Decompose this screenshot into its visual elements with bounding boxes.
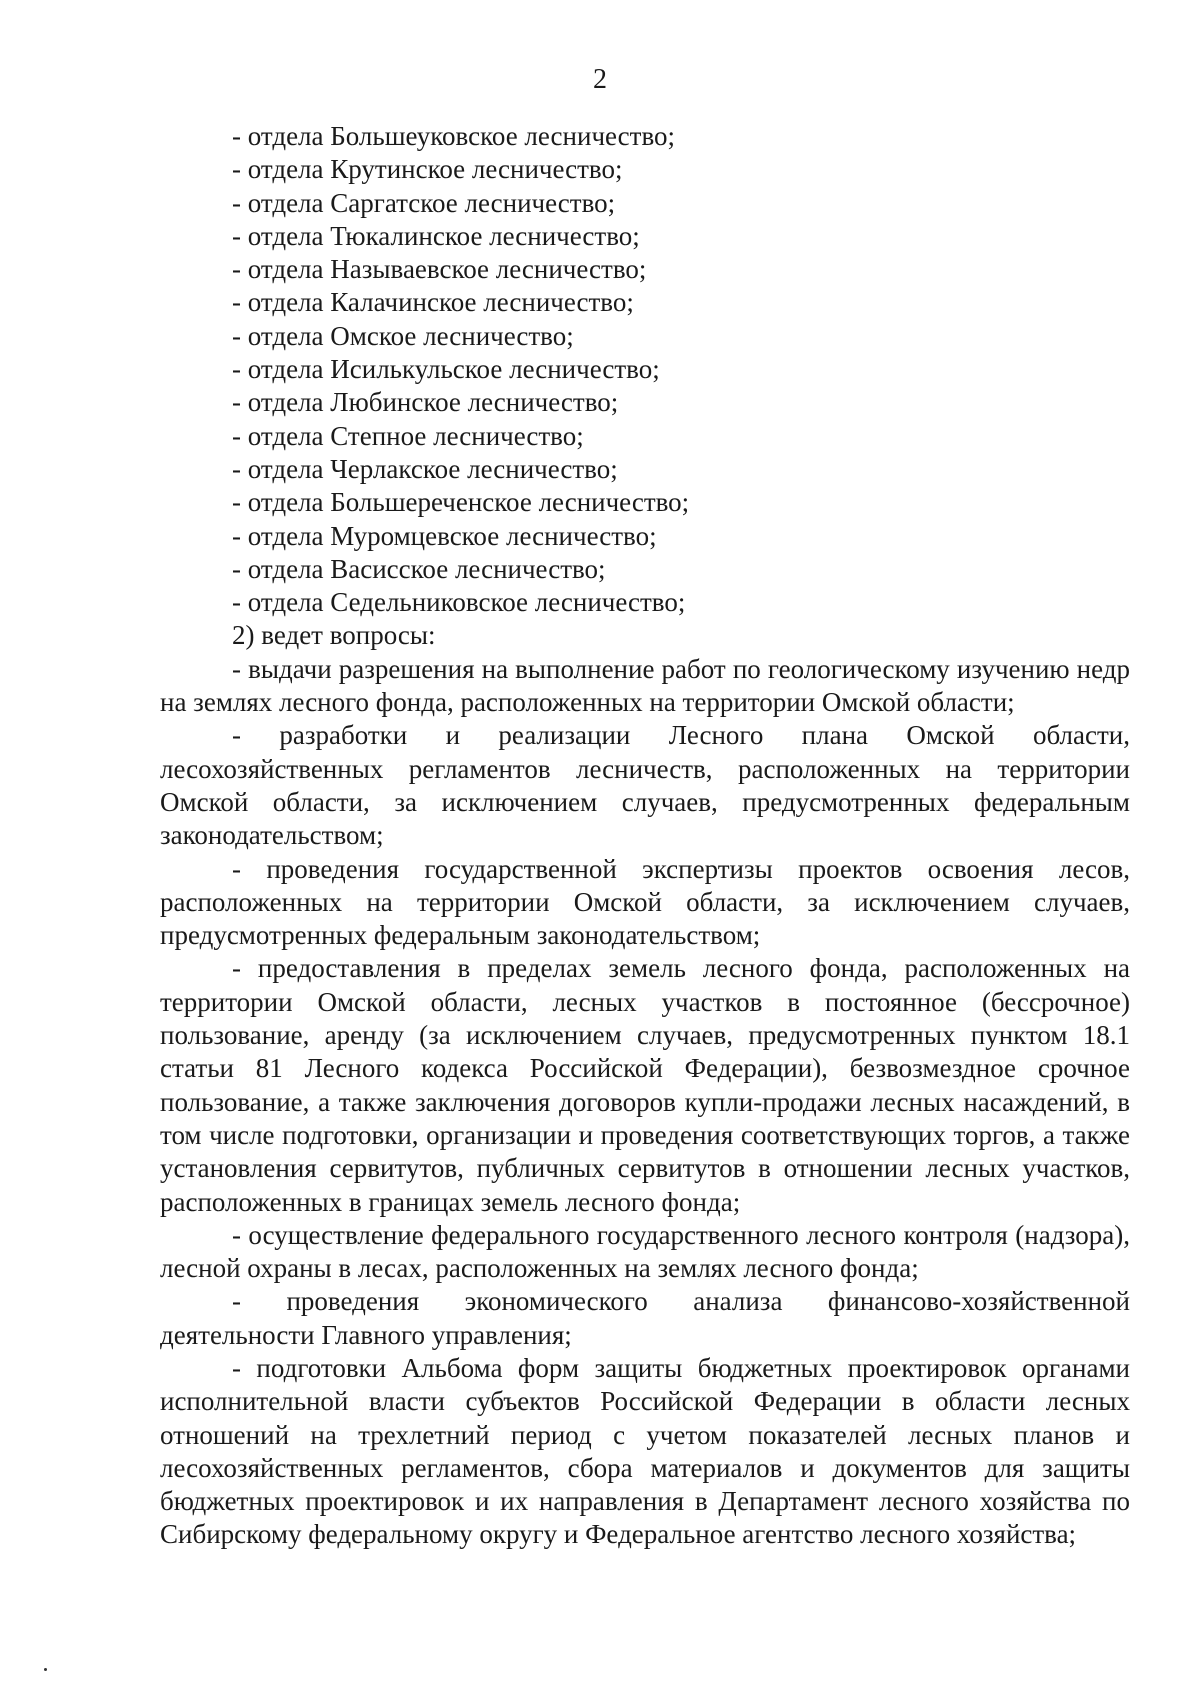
list-item: - отдела Черлакское лесничество;: [232, 453, 618, 484]
list-item: - отдела Степное лесничество;: [232, 420, 584, 451]
list-item: - отдела Омское лесничество;: [232, 320, 574, 351]
scan-speck: [44, 1668, 47, 1671]
list-item: - отдела Муромцевское лесничество;: [232, 520, 657, 551]
list-item: - отдела Калачинское лесничество;: [232, 287, 634, 318]
list-item: - отдела Большеуковское лесничество;: [232, 121, 676, 151]
paragraph: - выдачи разрешения на выполнение работ по геологическому изучению недр на землях лесного фонда, расположенных на территории Омской области;: [160, 653, 1130, 718]
forestry-list: [160, 120, 1130, 619]
paragraph: - подготовки Альбома форм защиты бюджетных проектировок органами исполнительной власти субъектов Российской Федерации в области лесных отношений на трехлетний период с учетом показателей лесных планов и лесохозяйственных регламентов, сбора материалов и документов для защиты бюджетных проектировок и их направления в Департамент лесного хозяйства по Сибирскому федеральному округу и Федеральное агентство лесного хозяйства;: [160, 1352, 1130, 1550]
paragraph: - проведения экономического анализа финансово-хозяйственной деятельности Главного управления;: [160, 1286, 1130, 1350]
paragraph: - осуществление федерального государственного лесного контроля (надзора), лесной охраны в лесах, расположенных на землях лесного фонда;: [160, 1219, 1130, 1284]
list-item: - отдела Исилькульское лесничество;: [232, 354, 660, 385]
list-item: - отдела Любинское лесничество;: [232, 387, 619, 418]
list-item: - отдела Саргатское лесничество;: [232, 187, 616, 218]
list-item: - отдела Седельниковское лесничество;: [232, 587, 686, 618]
list-item: - отдела Васисское лесничество;: [232, 553, 606, 584]
document-body: [160, 120, 1130, 1552]
list-item: - отдела Тюкалинское лесничество;: [232, 220, 640, 251]
duties-list: [160, 653, 1130, 1552]
paragraph: - разработки и реализации Лесного плана Омской области, лесохозяйственных регламентов лесничеств, расположенных на территории Омской области, за исключением случаев, предусмотренных федеральным законодательством;: [160, 720, 1130, 851]
paragraph: - проведения государственной экспертизы проектов освоения лесов, расположенных на территории Омской области, за исключением случаев, предусмотренных федеральным законодательством;: [160, 853, 1130, 951]
section-heading: 2) ведет вопросы:: [232, 620, 436, 651]
list-item: - отдела Большереченское лесничество;: [232, 487, 690, 518]
paragraph: - предоставления в пределах земель лесного фонда, расположенных на территории Омской области, лесных участков в постоянное (бессрочное) пользование, аренду (за исключением случаев, предусмотренных пунктом 18.1 статьи 81 Лесного кодекса Российской Федерации), безвозмездное срочное пользование, а также заключения договоров купли-продажи лесных насаждений, в том числе подготовки, организации и проведения соответствующих торгов, а также установления сервитутов, публичных сервитутов в отношении лесных участков, расположенных в границах земель лесного фонда;: [160, 953, 1130, 1217]
list-item: - отдела Называевское лесничество;: [232, 254, 647, 285]
list-item: - отдела Крутинское лесничество;: [232, 154, 623, 185]
page-number: 2: [593, 64, 607, 95]
